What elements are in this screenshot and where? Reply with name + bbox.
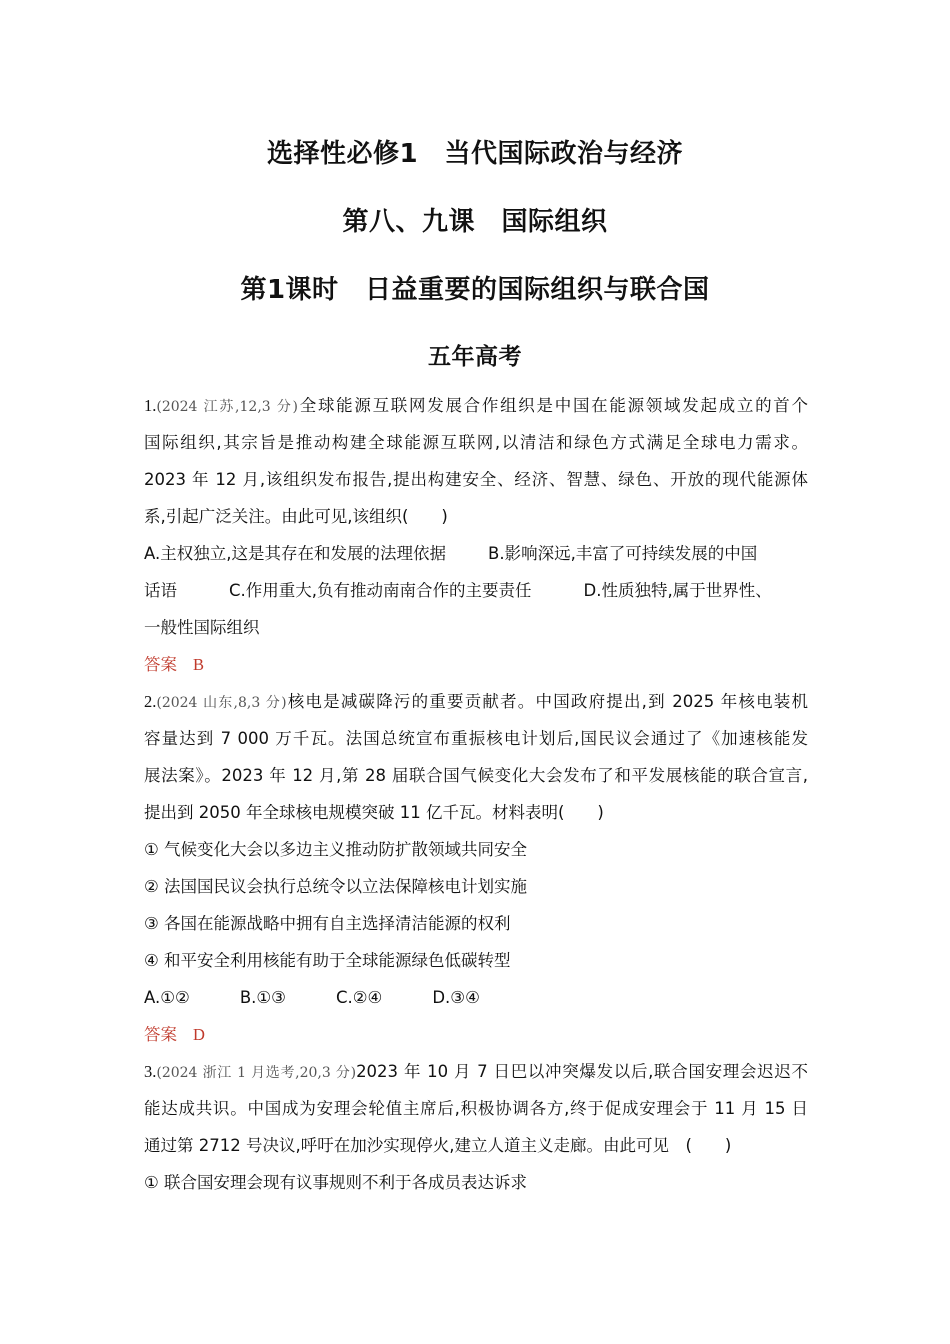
q1-line-1 <box>144 392 808 429</box>
question-list <box>144 392 808 1206</box>
unit-title: 第八、九课 国际组织 <box>342 207 608 237</box>
q3-source: (2024 浙江 1 月选考,20,3 分) <box>156 1065 357 1081</box>
q1-option-d-part2: 一般性国际组织 <box>144 618 260 637</box>
q2-line-1 <box>144 688 808 725</box>
q3-line-3: 通过第 2712 号决议,呼吁在加沙实现停火,建立人道主义走廊。由此可见 ( ) <box>144 1136 732 1155</box>
q1-option-c: C.作用重大,负有推动南南合作的主要责任 <box>229 581 532 600</box>
q1-option-b-part1: B.影响深远,丰富了可持续发展的中国 <box>488 544 758 563</box>
q3-stem-1: 2023 年 10 月 7 日巴以冲突爆发以后,联合国安理会迟迟不 <box>356 1062 808 1081</box>
q1-options-row-1 <box>144 540 808 577</box>
q2-statement-2: ② 法国国民议会执行总统令以立法保障核电计划实施 <box>144 877 528 896</box>
q1-line-2: 国际组织,其宗旨是推动构建全球能源互联网,以清洁和绿色方式满足全球电力需求。 <box>144 433 808 452</box>
q2-answer <box>144 1021 808 1058</box>
q1-options-row-2 <box>144 577 808 614</box>
q1-line-3: 2023 年 12 月,该组织发布报告,提出构建安全、经济、智慧、绿色、开放的现代能源体 <box>144 470 808 489</box>
q2-line-2: 容量达到 7 000 万千瓦。法国总统宣布重振核电计划后,国民议会通过了《加速核能发 <box>144 729 808 748</box>
q2-answer-label: 答案 <box>144 1025 177 1044</box>
q2-option-c: C.②④ <box>335 988 383 1007</box>
q3-line-2: 能达成共识。中国成为安理会轮值主席后,积极协调各方,终于促成安理会于 11 月 15 日 <box>144 1099 808 1118</box>
q2-statement-4: ④ 和平安全利用核能有助于全球能源绿色低碳转型 <box>144 951 511 970</box>
q1-option-d-part1: D.性质独特,属于世界性、 <box>583 581 772 600</box>
q1-source: (2024 江苏,12,3 分) <box>156 399 299 415</box>
q1-answer-value: B <box>193 655 205 674</box>
book-title: 选择性必修1 当代国际政治与经济 <box>266 139 684 169</box>
q1-answer-label: 答案 <box>144 655 177 674</box>
q2-line-3: 展法案》。2023 年 12 月,第 28 届联合国气候变化大会发布了和平发展核能的联合宣言, <box>144 766 808 785</box>
q1-option-b-part2: 话语 <box>144 581 177 600</box>
q2-number: 2. <box>144 692 157 711</box>
q2-statement-3: ③ 各国在能源战略中拥有自主选择清洁能源的权利 <box>144 914 511 933</box>
q2-option-a: A.①② <box>144 988 190 1007</box>
q2-source: (2024 山东,8,3 分) <box>156 695 287 711</box>
q1-option-a: A.主权独立,这是其存在和发展的法理依据 <box>144 544 446 563</box>
q2-line-4: 提出到 2050 年全球核电规模突破 11 亿千瓦。材料表明( ) <box>144 803 604 822</box>
q2-statement-1: ① 气候变化大会以多边主义推动防扩散领域共同安全 <box>144 840 528 859</box>
q2-options-row <box>144 984 808 1021</box>
q2-stem-1: 核电是减碳降污的重要贡献者。中国政府提出,到 2025 年核电装机 <box>286 692 808 711</box>
q1-number: 1. <box>144 396 157 415</box>
q3-number: 3. <box>144 1062 157 1081</box>
q2-answer-value: D <box>193 1025 205 1044</box>
lesson-title: 第1课时 日益重要的国际组织与联合国 <box>240 275 710 305</box>
q1-line-4: 系,引起广泛关注。由此可见,该组织( ) <box>144 507 448 526</box>
q3-statement-1: ① 联合国安理会现有议事规则不利于各成员表达诉求 <box>144 1173 528 1192</box>
q1-stem-1: 全球能源互联网发展合作组织是中国在能源领域发起成立的首个 <box>298 396 809 415</box>
q2-option-b: B.①③ <box>239 988 286 1007</box>
section-title: 五年高考 <box>428 344 522 370</box>
q3-line-1 <box>144 1058 808 1095</box>
q1-answer <box>144 651 808 688</box>
q2-option-d: D.③④ <box>432 988 480 1007</box>
